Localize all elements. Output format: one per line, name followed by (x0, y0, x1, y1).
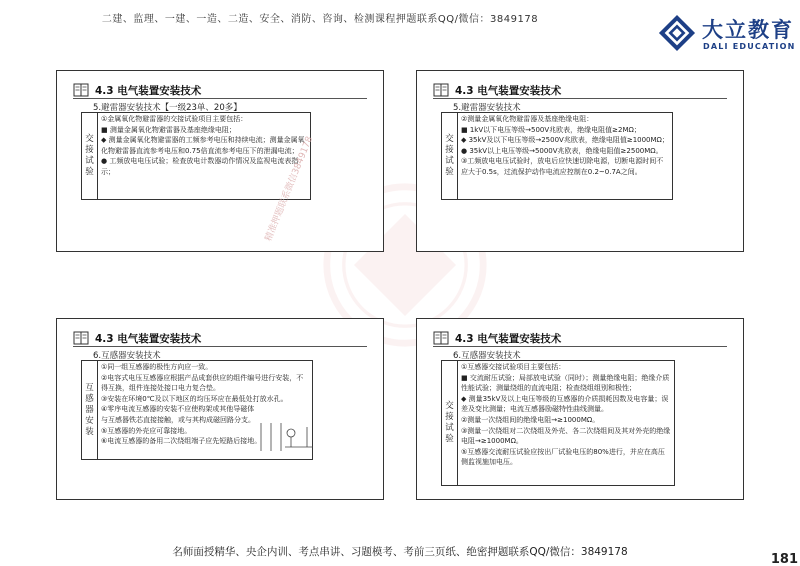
slide-subtitle: 5.避雷器安装技术【一级23单、20多】 (93, 103, 242, 113)
side-label: 交接试验 (442, 361, 458, 485)
book-icon (433, 82, 449, 98)
content-line: ①同一组互感器的极性方向应一致。 (101, 363, 213, 371)
side-label: 互感器安装 (82, 361, 98, 459)
slide-arrester-test-items (56, 70, 384, 252)
content-table (81, 112, 311, 200)
title-divider (433, 98, 727, 99)
content-line: ◆ 测量35kV及以上电压等级的互感器的介质损耗因数及电容量；误差及变比测量；电流互感器励磁特性曲线测量。 (461, 394, 669, 414)
top-banner: 二建、监理、一建、一造、二造、安全、消防、咨询、检测课程押题联系QQ/微信：3849178 (101, 14, 539, 25)
logo-english-name: DALI EDUCATION (703, 42, 796, 51)
dali-logo (656, 10, 796, 58)
content-table (441, 360, 675, 486)
slide-subtitle: 6.互感器安装技术 (93, 351, 161, 361)
transformer-circuit-diagram (257, 419, 317, 455)
slide-arrester-insulation-resistance (416, 70, 744, 252)
content-body (98, 113, 310, 199)
slide-transformer-installation (56, 318, 384, 500)
content-line: ①互感器交接试验项目主要包括： (461, 363, 566, 371)
content-line: ①金属氧化物避雷器的交接试验项目主要包括： (101, 115, 248, 123)
content-line: ■ 测量金属氧化物避雷器及基座绝缘电阻； (101, 125, 236, 134)
bottom-banner: 名师面授精华、央企内训、考点串讲、习题模考、考前三页纸、绝密押题联系QQ/微信：3849178 (172, 546, 628, 558)
content-line: ③安装在环境0℃及以下地区的均压环应在最低处打放水孔。 (101, 394, 288, 403)
title-divider (433, 346, 727, 347)
title-divider (73, 98, 367, 99)
slide-title: 4.3 电气装置安装技术 (455, 332, 562, 345)
dali-logo-icon (658, 14, 696, 52)
content-line: ■ 1kV以下电压等级→500V兆欧表，绝缘电阻值≥2MΩ； (461, 125, 641, 134)
slide-subtitle: 6.互感器安装技术 (453, 351, 521, 361)
content-line: ⑥电流互感器的备用二次绕组端子应先短路后接地。 (101, 437, 262, 446)
content-line: ②测量金属氧化物避雷器及基座绝缘电阻： (461, 115, 594, 123)
slide-subtitle: 5.避雷器安装技术 (453, 103, 521, 113)
book-icon (433, 330, 449, 346)
content-line: ● 工频放电电压试验；检查放电计数器动作情况及监视电流表指示； (101, 157, 299, 176)
content-line: ④零序电流互感器的安装不应使构架或其他导磁体与互感器铁芯直接接触，或与其构成磁回路分支。 (101, 405, 255, 424)
content-line: ⑤互感器的外壳应可靠接地。 (101, 426, 192, 435)
content-line: ⑤互感器交流耐压试验应按出厂试验电压的80%进行，并应在高压侧监视施加电压。 (461, 447, 665, 467)
book-icon (73, 330, 89, 346)
slide-title: 4.3 电气装置安装技术 (455, 84, 562, 97)
content-line: ③工频放电电压试验时，放电后应快速切除电源，切断电源时间不应大于0.5s，过流保护动作电流应控制在0.2~0.7A之间。 (461, 157, 664, 176)
page-number: 181 (770, 552, 798, 566)
slide-title: 4.3 电气装置安装技术 (95, 332, 202, 345)
side-label: 交接试验 (82, 113, 98, 199)
slide-transformer-test-items (416, 318, 744, 500)
content-line: ● 35kV以上电压等级→5000V兆欧表，绝缘电阻值≥2500MΩ。 (461, 146, 663, 155)
content-table (441, 112, 673, 200)
content-line: ◆ 35kV及以下电压等级→2500V兆欧表，绝缘电阻值≥1000MΩ； (461, 136, 669, 145)
slide-title: 4.3 电气装置安装技术 (95, 84, 202, 97)
content-body (458, 361, 674, 485)
content-body (458, 113, 672, 199)
watermark-text: 精准押题联系微信3849178 (263, 135, 316, 243)
side-label: 交接试验 (442, 113, 458, 199)
content-line: ②电容式电压互感器应根据产品成套供应的组件编号进行安装，不得互换，组件连接处接口电力复合垫。 (101, 373, 304, 393)
content-line: ②测量一次绕组间的绝缘电阻→≥1000MΩ。 (461, 415, 600, 424)
content-line: ③测量一次绕组对二次绕组及外壳、各二次绕组间及其对外壳的绝缘电阻→≥1000MΩ。 (461, 426, 671, 446)
content-line: ■ 交流耐压试验；局部放电试验（同时）；测量绝缘电阻；绝缘介质性能试验；测量绕组的直流电阻；检查绕组组别和极性； (461, 373, 670, 393)
logo-chinese-name: 大立教育 (702, 18, 794, 42)
book-icon (73, 82, 89, 98)
title-divider (73, 346, 367, 347)
content-line: ◆ 测量金属氧化物避雷器的工频参考电压和持续电流；测量金属氧化物避雷器直流参考电压和0.75倍直流参考电压下的泄漏电流； (101, 136, 305, 155)
